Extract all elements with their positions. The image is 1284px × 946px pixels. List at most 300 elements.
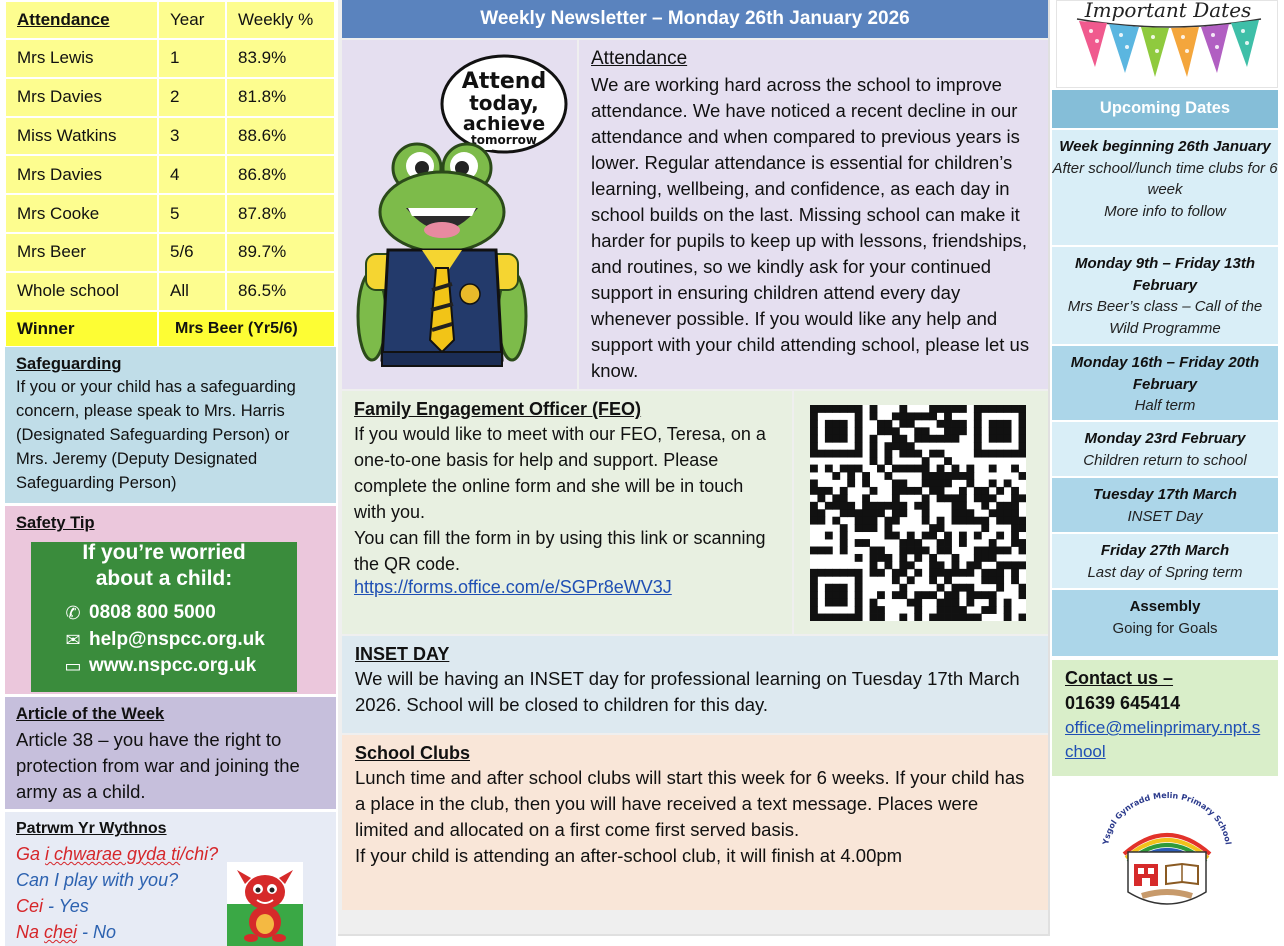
percent-cell: 88.6% [226, 117, 335, 156]
safety-tip-title: Safety Tip [16, 514, 95, 532]
event-date: Monday 9th – Friday 13th February [1074, 255, 1256, 294]
qr-module [899, 554, 907, 562]
qr-module [952, 561, 960, 569]
attendance-header-label: Attendance [5, 1, 158, 39]
welsh-dragon-illustration [227, 862, 303, 946]
qr-module [855, 450, 863, 458]
qr-module [974, 427, 982, 435]
qr-module [810, 442, 818, 450]
speech-line-1: Attend [461, 69, 547, 94]
qr-module [817, 450, 825, 458]
qr-module [989, 450, 997, 458]
qr-module [944, 547, 952, 555]
percent-cell: 86.8% [226, 155, 335, 194]
qr-module [832, 494, 840, 502]
qr-module [996, 547, 1004, 555]
qr-module [832, 420, 840, 428]
qr-module [929, 554, 937, 562]
qr-module [825, 569, 833, 577]
qr-module [974, 561, 982, 569]
speech-line-3: achieve [462, 113, 546, 135]
qr-module [840, 532, 848, 540]
frog-mascot-icon [342, 40, 577, 389]
contact-box [1052, 660, 1278, 776]
qr-module [884, 427, 892, 435]
nspcc-web: www.nspcc.org.uk [89, 655, 257, 676]
qr-module [884, 532, 892, 540]
qr-module [966, 517, 974, 525]
qr-module [974, 450, 982, 458]
qr-module [870, 435, 878, 443]
qr-module [944, 494, 952, 502]
qr-module [944, 457, 952, 465]
qr-module [817, 569, 825, 577]
qr-module [981, 576, 989, 584]
qr-module [996, 532, 1004, 540]
teacher-name: Mrs Davies [5, 155, 158, 194]
qr-module [870, 487, 878, 495]
qr-module [832, 472, 840, 480]
qr-module [870, 442, 878, 450]
winner-value: Mrs Beer (Yr5/6) [158, 311, 335, 347]
qr-module [966, 591, 974, 599]
qr-module [974, 494, 982, 502]
event-desc: Mrs Beer’s class – Call of the Wild Programme [1067, 298, 1263, 337]
winner-label: Winner [5, 311, 158, 347]
event-item [1052, 478, 1278, 532]
attendance-row [5, 39, 335, 78]
teacher-name: Mrs Beer [5, 233, 158, 272]
qr-module [847, 472, 855, 480]
event-desc: Half term [1134, 397, 1196, 414]
qr-module [952, 435, 960, 443]
dragon-icon [227, 862, 303, 946]
qr-module [981, 517, 989, 525]
qr-module [832, 435, 840, 443]
qr-module [1019, 450, 1026, 458]
qr-module [929, 561, 937, 569]
qr-module [959, 494, 967, 502]
qr-module [907, 487, 915, 495]
qr-module [899, 435, 907, 443]
important-dates-banner [1056, 0, 1278, 88]
qr-module [810, 517, 818, 525]
qr-module [892, 479, 900, 487]
qr-module [937, 599, 945, 607]
qr-module [959, 502, 967, 510]
qr-module [810, 420, 818, 428]
welsh-no-a: Na [16, 922, 45, 942]
welsh-question-a: Ga [16, 844, 46, 864]
qr-module [981, 524, 989, 532]
percent-cell: 89.7% [226, 233, 335, 272]
qr-module [937, 584, 945, 592]
qr-module [840, 427, 848, 435]
qr-module [952, 465, 960, 473]
qr-module [877, 547, 885, 555]
qr-module [989, 554, 997, 562]
qr-module [810, 435, 818, 443]
qr-module [937, 569, 945, 577]
qr-module [825, 465, 833, 473]
qr-module [1019, 405, 1026, 413]
qr-module [810, 427, 818, 435]
english-question: Can I play with you? [16, 870, 179, 890]
qr-module [959, 420, 967, 428]
feo-form-link[interactable]: https://forms.office.com/e/SGPr8eWV3J [354, 577, 672, 597]
qr-module [825, 405, 833, 413]
qr-module [974, 547, 982, 555]
qr-module [989, 591, 997, 599]
nspcc-phone: 0808 800 5000 [89, 602, 216, 623]
qr-module [892, 502, 900, 510]
qr-module [899, 450, 907, 458]
qr-module [974, 405, 982, 413]
qr-module [907, 539, 915, 547]
qr-module [877, 569, 885, 577]
qr-module [1004, 509, 1012, 517]
qr-module [899, 412, 907, 420]
qr-module [929, 405, 937, 413]
qr-module [952, 420, 960, 428]
nspcc-line2: about a child: [95, 567, 233, 590]
qr-module [840, 599, 848, 607]
qr-module [966, 479, 974, 487]
qr-module [825, 420, 833, 428]
qr-module [966, 584, 974, 592]
qr-module [899, 509, 907, 517]
event-date: Monday 23rd February [1084, 430, 1246, 447]
qr-module [810, 502, 818, 510]
speech-line-4: tomorrow [471, 133, 537, 147]
qr-module [944, 576, 952, 584]
nspcc-phone-line [63, 602, 216, 624]
qr-module [952, 427, 960, 435]
qr-module [929, 569, 937, 577]
qr-module [914, 539, 922, 547]
qr-module [877, 465, 885, 473]
qr-module [981, 494, 989, 502]
qr-module [810, 405, 818, 413]
feo-text-2: You can fill the form in by using this link or scanning the QR code. [354, 528, 766, 574]
qr-module [847, 569, 855, 577]
qr-module [929, 524, 937, 532]
qr-module [929, 487, 937, 495]
qr-module [840, 435, 848, 443]
qr-module [1011, 509, 1019, 517]
qr-module [989, 509, 997, 517]
qr-module [1011, 450, 1019, 458]
qr-module [944, 606, 952, 614]
qr-module [989, 420, 997, 428]
qr-module [855, 539, 863, 547]
qr-module [832, 427, 840, 435]
qr-module [914, 606, 922, 614]
qr-module [899, 405, 907, 413]
qr-module [817, 517, 825, 525]
year-cell: All [158, 272, 226, 311]
attendance-article-cell [579, 40, 1048, 389]
qr-module [959, 614, 967, 621]
qr-module [1004, 517, 1012, 525]
qr-module [929, 435, 937, 443]
qr-module [922, 547, 930, 555]
qr-module [996, 502, 1004, 510]
qr-module [989, 606, 997, 614]
qr-module [847, 479, 855, 487]
qr-module [996, 561, 1004, 569]
qr-module [862, 524, 870, 532]
nspcc-email: help@nspcc.org.uk [89, 629, 265, 650]
qr-module [899, 584, 907, 592]
qr-module [1019, 412, 1026, 420]
qr-code-icon [810, 405, 1026, 621]
qr-module [870, 569, 878, 577]
qr-module [959, 532, 967, 540]
qr-module [1011, 487, 1019, 495]
qr-module [944, 420, 952, 428]
winner-row [5, 311, 335, 347]
qr-module [989, 569, 997, 577]
qr-module [1011, 517, 1019, 525]
english-no: - No [77, 922, 117, 942]
qr-module [810, 487, 818, 495]
qr-module [877, 427, 885, 435]
clubs-text-2: If your child is attending an after-school club, it will finish at 4.00pm [355, 845, 903, 866]
qr-module [840, 494, 848, 502]
qr-code[interactable] [810, 405, 1026, 621]
qr-module [952, 517, 960, 525]
year-cell: 4 [158, 155, 226, 194]
qr-module [1019, 472, 1026, 480]
qr-module [870, 614, 878, 621]
qr-module [914, 591, 922, 599]
qr-module [862, 472, 870, 480]
welsh-yes: Cei [16, 896, 44, 916]
feo-text: If you would like to meet with our FEO, Teresa, on a one-to-one basis for help and support. Please complete the online form and she will be in touch with you. [354, 424, 766, 522]
qr-module [884, 472, 892, 480]
qr-module [847, 465, 855, 473]
event-item [1052, 422, 1278, 476]
qr-cell [794, 391, 1048, 634]
qr-module [847, 450, 855, 458]
event-item [1052, 590, 1278, 656]
event-item [1052, 346, 1278, 420]
attendance-table [4, 0, 336, 348]
qr-module [981, 450, 989, 458]
event-desc: Going for Goals [1112, 619, 1218, 637]
qr-module [952, 591, 960, 599]
qr-module [862, 479, 870, 487]
qr-module [825, 450, 833, 458]
qr-module [959, 517, 967, 525]
qr-module [989, 576, 997, 584]
qr-module [870, 450, 878, 458]
contact-phone: 01639 645414 [1065, 693, 1181, 713]
qr-module [877, 420, 885, 428]
year-cell: 1 [158, 39, 226, 78]
qr-module [1019, 614, 1026, 621]
qr-module [937, 524, 945, 532]
qr-module [1011, 524, 1019, 532]
qr-module [810, 450, 818, 458]
qr-module [944, 569, 952, 577]
qr-module [952, 494, 960, 502]
qr-module [862, 517, 870, 525]
qr-module [922, 517, 930, 525]
qr-module [832, 517, 840, 525]
qr-module [914, 435, 922, 443]
qr-module [996, 517, 1004, 525]
qr-module [959, 509, 967, 517]
qr-module [832, 614, 840, 621]
contact-email[interactable]: office@melinprimary.npt.school [1065, 718, 1261, 761]
qr-module [840, 487, 848, 495]
qr-module [877, 554, 885, 562]
envelope-icon: ✉ [65, 629, 81, 650]
qr-module [929, 479, 937, 487]
qr-module [825, 487, 833, 495]
qr-module [989, 494, 997, 502]
qr-module [840, 524, 848, 532]
qr-module [870, 554, 878, 562]
qr-module [877, 502, 885, 510]
qr-module [1011, 576, 1019, 584]
qr-module [1019, 584, 1026, 592]
qr-module [937, 547, 945, 555]
qr-module [884, 442, 892, 450]
qr-module [855, 509, 863, 517]
qr-module [1004, 502, 1012, 510]
nspcc-web-line [63, 655, 256, 677]
qr-module [952, 584, 960, 592]
qr-module [855, 614, 863, 621]
qr-module [825, 502, 833, 510]
qr-module [989, 465, 997, 473]
qr-module [952, 606, 960, 614]
qr-module [884, 561, 892, 569]
qr-module [870, 457, 878, 465]
qr-module [810, 569, 818, 577]
qr-module [959, 427, 967, 435]
qr-module [810, 614, 818, 621]
qr-module [810, 606, 818, 614]
qr-module [937, 472, 945, 480]
qr-module [810, 479, 818, 487]
event-desc: Children return to school [1083, 451, 1247, 469]
qr-module [840, 450, 848, 458]
qr-module [922, 457, 930, 465]
event-item [1052, 247, 1278, 344]
qr-module [855, 554, 863, 562]
article-of-week-box [5, 697, 336, 809]
qr-module [944, 435, 952, 443]
qr-module [914, 599, 922, 607]
attendance-article-title: Attendance [591, 48, 688, 69]
qr-module [855, 412, 863, 420]
qr-module [981, 502, 989, 510]
inset-text: We will be having an INSET day for professional learning on Tuesday 17th March 2026. School will be closed to children for this day. [355, 668, 1020, 715]
qr-module [974, 517, 982, 525]
qr-module [944, 427, 952, 435]
qr-module [817, 494, 825, 502]
event-date: Week beginning 26th January [1059, 138, 1271, 155]
qr-module [974, 554, 982, 562]
safety-tip-box [5, 506, 336, 694]
qr-module [847, 405, 855, 413]
qr-module [825, 614, 833, 621]
weekly-percent-header: Weekly % [226, 1, 335, 39]
qr-module [847, 502, 855, 510]
qr-module [899, 465, 907, 473]
qr-module [847, 509, 855, 517]
qr-module [989, 405, 997, 413]
qr-module [937, 487, 945, 495]
qr-module [1004, 614, 1012, 621]
nspcc-poster [31, 542, 297, 692]
qr-module [870, 599, 878, 607]
qr-module [952, 569, 960, 577]
qr-module [914, 502, 922, 510]
web-icon: ▭ [64, 655, 82, 676]
qr-module [1011, 502, 1019, 510]
qr-module [944, 539, 952, 547]
qr-module [884, 554, 892, 562]
teacher-name: Mrs Cooke [5, 194, 158, 233]
qr-module [952, 614, 960, 621]
qr-module [855, 584, 863, 592]
qr-module [1011, 405, 1019, 413]
qr-module [937, 494, 945, 502]
qr-module [892, 494, 900, 502]
left-column [0, 0, 338, 946]
qr-module [899, 569, 907, 577]
qr-module [974, 435, 982, 443]
phone-icon: ✆ [65, 602, 81, 623]
qr-module [907, 576, 915, 584]
qr-module [892, 427, 900, 435]
qr-module [840, 584, 848, 592]
qr-module [996, 487, 1004, 495]
qr-module [981, 547, 989, 555]
qr-module [996, 450, 1004, 458]
nspcc-line1: If you’re worried [82, 541, 246, 564]
qr-module [1004, 479, 1012, 487]
qr-module [862, 539, 870, 547]
qr-module [817, 547, 825, 555]
qr-module [914, 465, 922, 473]
teacher-name: Mrs Lewis [5, 39, 158, 78]
qr-module [907, 412, 915, 420]
qr-module [899, 502, 907, 510]
qr-module [884, 502, 892, 510]
qr-module [937, 517, 945, 525]
qr-module [907, 420, 915, 428]
qr-module [922, 502, 930, 510]
qr-module [996, 420, 1004, 428]
qr-module [855, 442, 863, 450]
qr-module [974, 614, 982, 621]
qr-module [1004, 427, 1012, 435]
qr-module [892, 412, 900, 420]
feo-cell [342, 391, 792, 634]
qr-module [966, 614, 974, 621]
qr-module [840, 502, 848, 510]
qr-module [1019, 547, 1026, 555]
qr-module [832, 450, 840, 458]
qr-module [952, 472, 960, 480]
qr-module [966, 569, 974, 577]
